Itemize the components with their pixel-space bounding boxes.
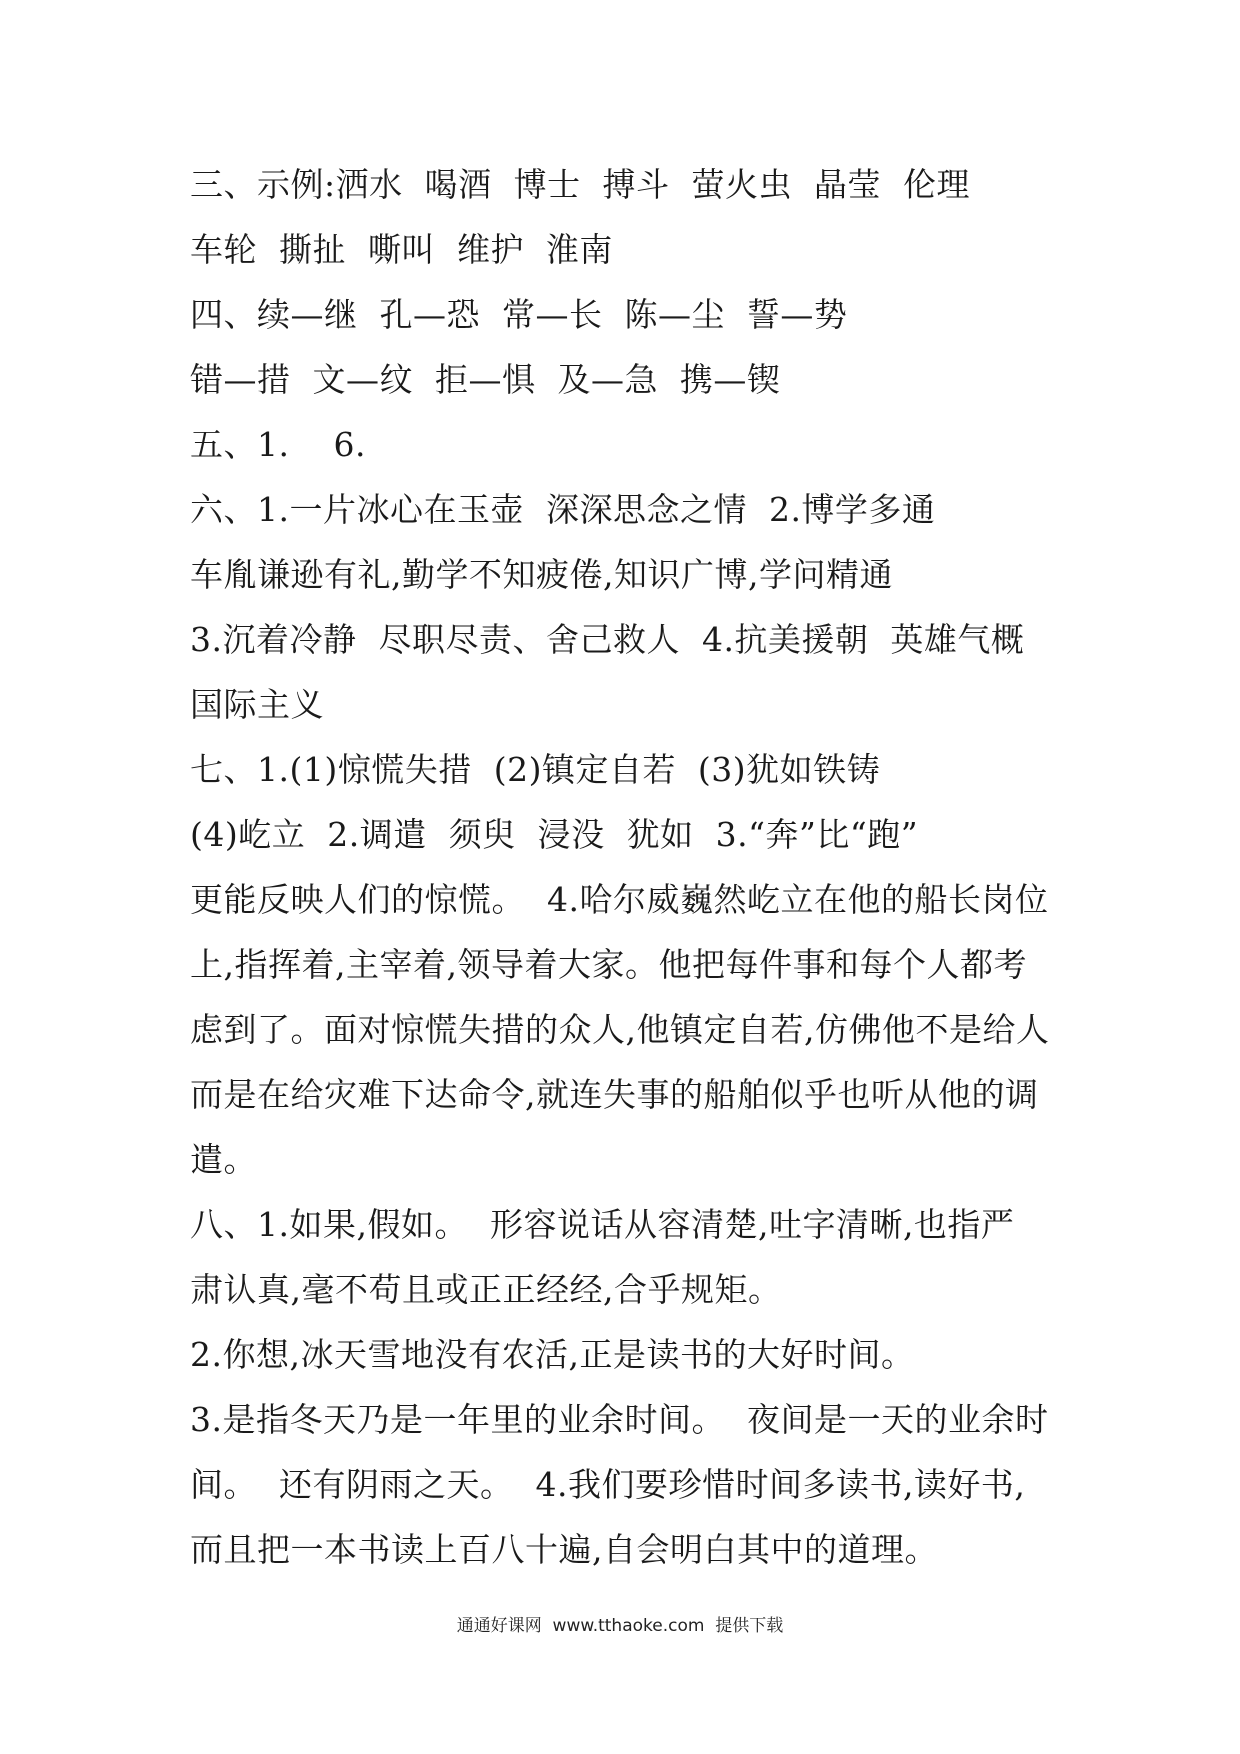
answer-line: 而且把一本书读上百八十遍,自会明白其中的道理。 [190, 1530, 938, 1569]
answer-line: 2.你想,冰天雪地没有农活,正是读书的大好时间。 [190, 1335, 915, 1374]
answer-line: 六、1.一片冰心在玉壶 深深思念之情 2.博学多通 [190, 490, 936, 529]
answer-line: 间。 还有阴雨之天。 4.我们要珍惜时间多读书,读好书, [190, 1465, 1026, 1504]
answer-line: 五、1. 6. [190, 425, 366, 464]
answer-line: 更能反映人们的惊慌。 4.哈尔威巍然屹立在他的船长岗位 [190, 880, 1049, 919]
answer-line: 四、续—继 孔—恐 常—长 陈—尘 誓—势 [190, 295, 848, 334]
answer-text-block [190, 152, 1070, 1582]
answer-line: 而是在给灾难下达命令,就连失事的船舶似乎也听从他的调 [190, 1075, 1039, 1114]
footer-source-text: 通通好课网 www.tthaoke.com 提供下载 [456, 1616, 784, 1636]
answer-line: 七、1.(1)惊慌失措 (2)镇定自若 (3)犹如铁铸 [190, 750, 881, 789]
answer-line: 上,指挥着,主宰着,领导着大家。他把每件事和每个人都考 [190, 945, 1027, 984]
answer-line: (4)屹立 2.调遣 须臾 浸没 犹如 3.“奔”比“跑” [190, 815, 919, 854]
answer-line: 3.沉着冷静 尽职尽责、舍己救人 4.抗美援朝 英雄气概 [190, 620, 1025, 659]
answer-line: 八、1.如果,假如。 形容说话从容清楚,吐字清晰,也指严 [190, 1205, 1015, 1244]
answer-line: 车轮 撕扯 嘶叫 维护 淮南 [190, 230, 613, 269]
answer-line: 国际主义 [190, 685, 324, 724]
answer-line: 遣。 [190, 1140, 257, 1179]
answer-line: 三、示例:洒水 喝酒 博士 搏斗 萤火虫 晶莹 伦理 [190, 165, 970, 204]
answer-line: 错—措 文—纹 拒—惧 及—急 携—锲 [190, 360, 781, 399]
answer-line: 车胤谦逊有礼,勤学不知疲倦,知识广博,学问精通 [190, 555, 893, 594]
answer-line: 肃认真,毫不苟且或正正经经,合乎规矩。 [190, 1270, 782, 1309]
answer-line: 虑到了。面对惊慌失措的众人,他镇定自若,仿佛他不是给人 [190, 1010, 1050, 1049]
answer-line: 3.是指冬天乃是一年里的业余时间。 夜间是一天的业余时 [190, 1400, 1049, 1439]
